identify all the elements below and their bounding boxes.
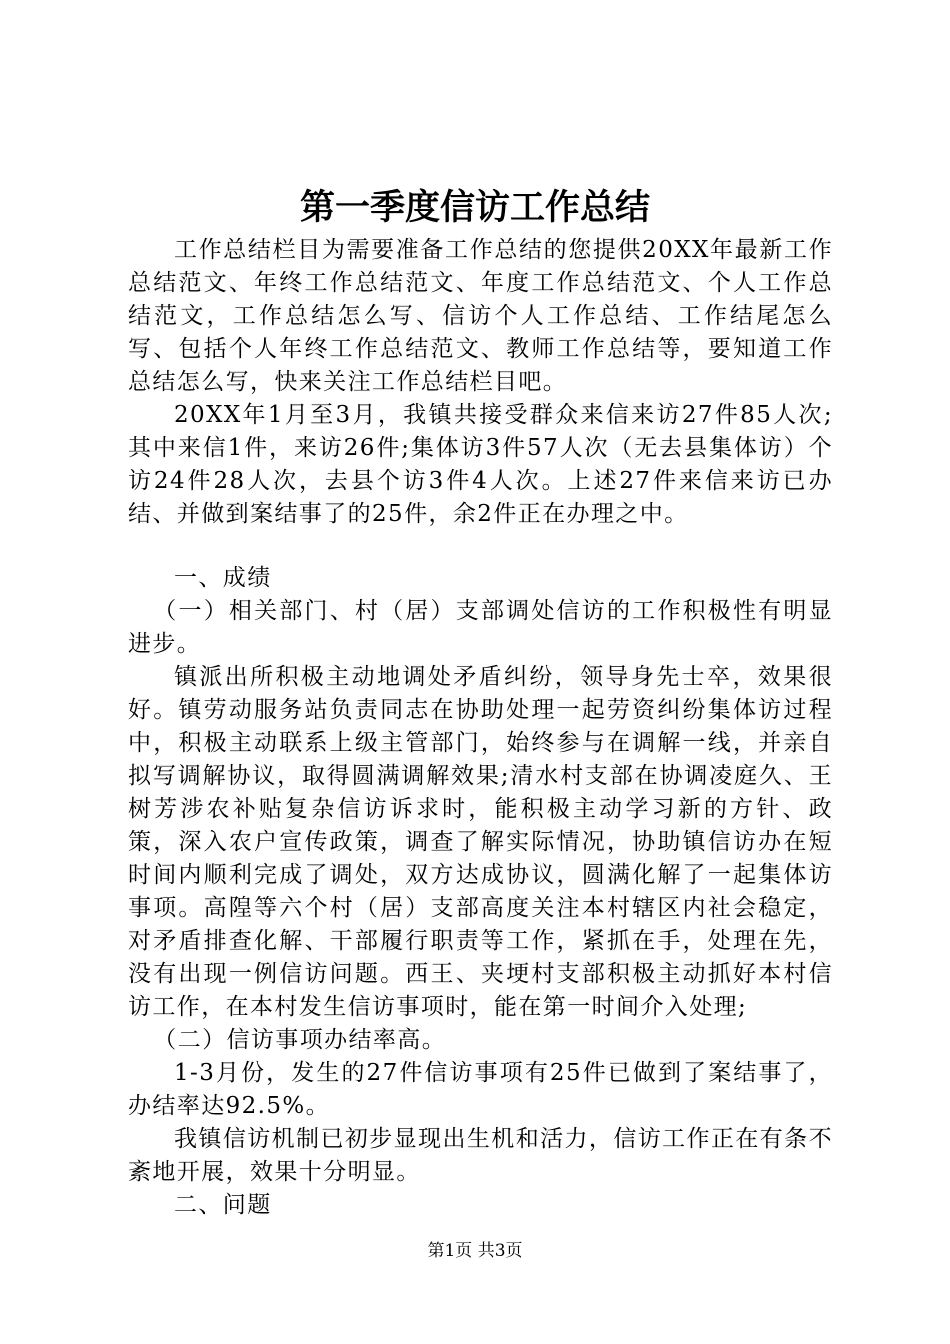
paragraph-resolution-rate: 1-3月份，发生的27件信访事项有25件已做到了案结事了，办结率达92.5%。 [128, 1060, 833, 1119]
paragraph-details: 镇派出所积极主动地调处矛盾纠纷，领导身先士卒，效果很好。镇劳动服务站负责同志在协助处理一起劳资纠纷集体访过程中，积极主动联系上级主管部门，始终参与在调解一线，并亲自拟写调解协议，取得圆满调解效果;清水村支部在协调凌庭久、王树芳涉农补贴复杂信访诉求时，能积极主动学习新的方针、政策，深入农户宣传政策，调查了解实际情况，协助镇信访办在短时间内顺利完成了调处，双方达成协议，圆满化解了一起集体访事项。高隍等六个村（居）支部高度关注本村辖区内社会稳定，对矛盾排查化解、干部履行职责等工作，紧抓在手，处理在先，没有出现一例信访问题。西王、夹埂村支部积极主动抓好本村信访工作，在本村发生信访事项时，能在第一时间介入处理; [128, 664, 833, 1020]
paragraph-gap [128, 531, 833, 562]
paragraph-intro: 工作总结栏目为需要准备工作总结的您提供20XX年最新工作总结范文、年终工作总结范文、年度工作总结范文、个人工作总结范文，工作总结怎么写、信访个人工作总结、工作结尾怎么写、包括个人年终工作总结范文、教师工作总结等，要知道工作总结怎么写，快来关注工作总结栏目吧。 [128, 237, 833, 395]
subheading-resolution-rate: （二）信访事项办结率高。 [153, 1027, 447, 1053]
document-title: 第一季度信访工作总结 [299, 187, 650, 228]
paragraph-stats: 20XX年1月至3月，我镇共接受群众来信来访27件85人次;其中来信1件，来访26件;集体访3件57人次（无去县集体访）个访24件28人次，去县个访3件4人次。上述27件来信来访已办结、并做到案结事了的25件，余2件正在办理之中。 [128, 402, 833, 527]
section-heading-achievements: 一、成绩 [174, 565, 272, 591]
paragraph-mechanism: 我镇信访机制已初步显现出生机和活力，信访工作正在有条不紊地开展，效果十分明显。 [128, 1126, 833, 1185]
document-body [128, 234, 833, 1222]
subheading-departments: （一）相关部门、村（居）支部调处信访的工作积极性有明显进步。 [128, 598, 833, 657]
page-footer: 第1页 共3页 [427, 1241, 523, 1261]
section-heading-problems: 二、问题 [174, 1192, 272, 1218]
